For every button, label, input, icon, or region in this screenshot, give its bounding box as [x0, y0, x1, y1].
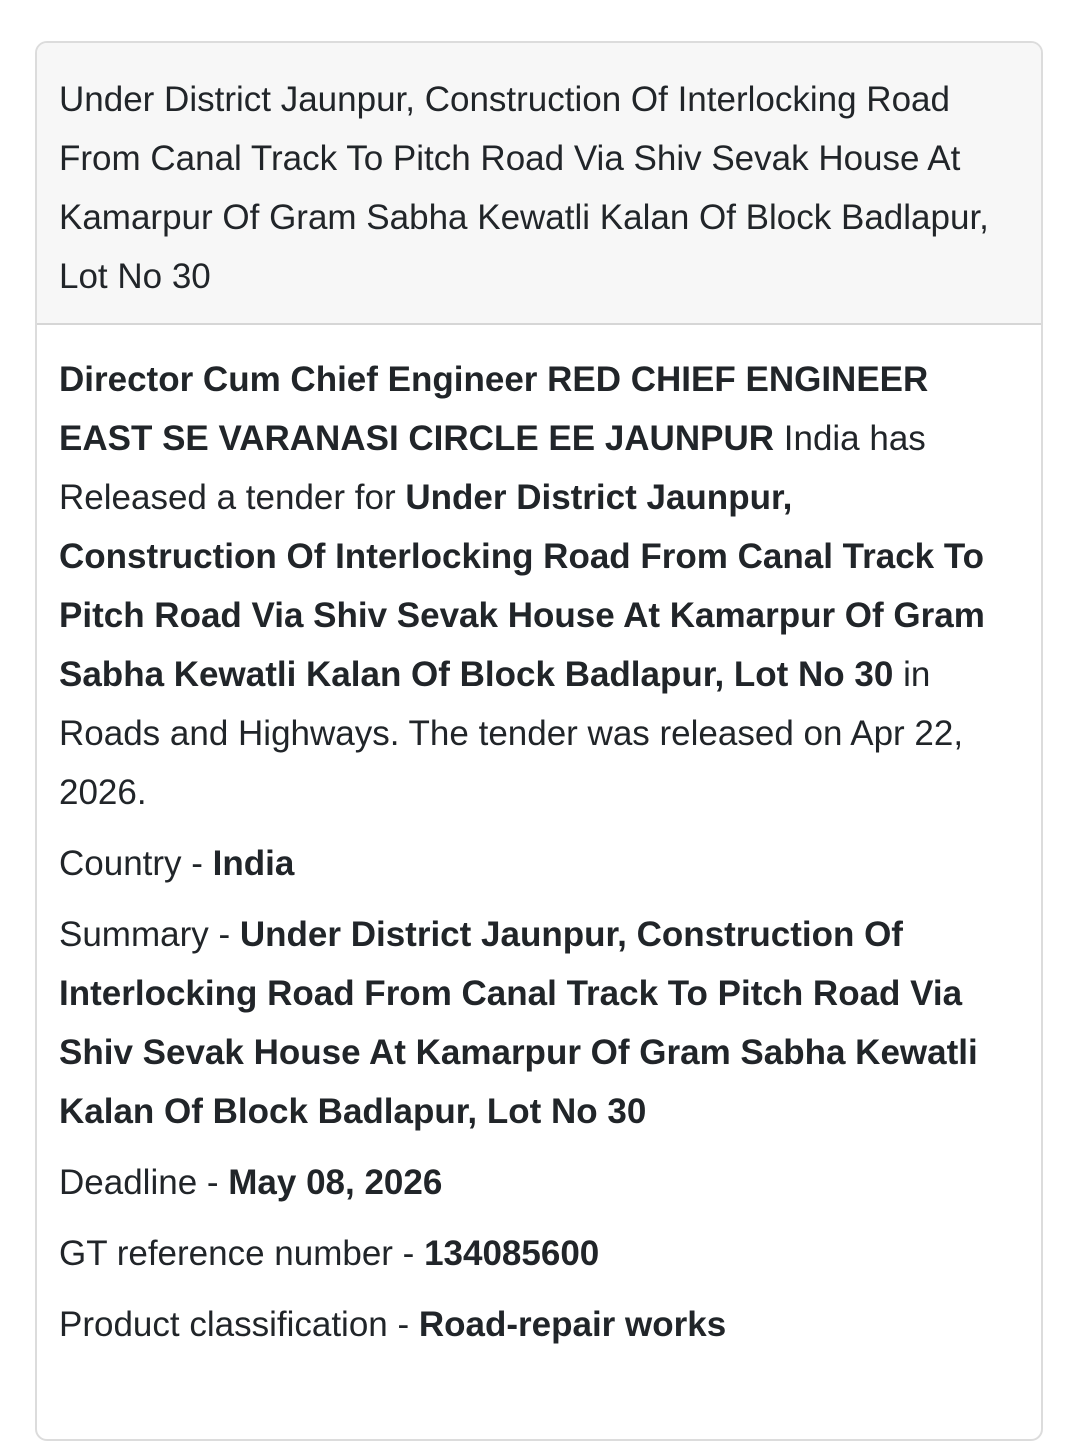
field-country	[59, 834, 1019, 893]
field-gt-reference-value: 134085600	[424, 1234, 600, 1273]
field-summary	[59, 905, 1019, 1141]
field-product-classification-value: Road-repair works	[418, 1305, 727, 1344]
tender-issuer: Director Cum Chief Engineer RED CHIEF ENGINEER EAST SE VARANASI CIRCLE EE JAUNPUR	[59, 360, 929, 458]
field-product-classification	[59, 1295, 1019, 1354]
tender-intro-title: Under District Jaunpur, Construction Of Interlocking Road From Canal Track To Pitch Road Via Shiv Sevak House At Kamarpur Of Gram Sabha Kewatli Kalan Of Block Badlapur, Lot No 30	[59, 478, 985, 694]
tender-card-header	[37, 43, 1041, 325]
tender-card-body	[37, 325, 1041, 1354]
tender-header-title: Under District Jaunpur, Construction Of Interlocking Road From Canal Track To Pitch Road Via Shiv Sevak House At Kamarpur Of Gram Sabha Kewatli Kalan Of Block Badlapur, Lot No 30	[59, 80, 989, 296]
field-country-label: Country -	[59, 844, 213, 883]
tender-card	[35, 41, 1043, 1441]
field-summary-value: Under District Jaunpur, Construction Of Interlocking Road From Canal Track To Pitch Road Via Shiv Sevak House At Kamarpur Of Gram Sabha Kewatli Kalan Of Block Badlapur, Lot No 30	[59, 915, 978, 1131]
field-summary-label: Summary -	[59, 915, 240, 954]
field-country-value: India	[212, 844, 295, 883]
field-deadline	[59, 1153, 1019, 1212]
field-deadline-value: May 08, 2026	[228, 1163, 443, 1202]
field-deadline-label: Deadline -	[59, 1163, 229, 1202]
field-gt-reference-label: GT reference number -	[59, 1234, 425, 1273]
tender-intro-sector-phrase: in Roads and Highways. The tender was released on Apr 22, 2026.	[59, 655, 964, 812]
field-gt-reference	[59, 1224, 1019, 1283]
tender-intro-paragraph	[59, 350, 1019, 822]
tender-intro-country-phrase: India has Released a tender for	[59, 419, 926, 517]
field-product-classification-label: Product classification -	[59, 1305, 419, 1344]
